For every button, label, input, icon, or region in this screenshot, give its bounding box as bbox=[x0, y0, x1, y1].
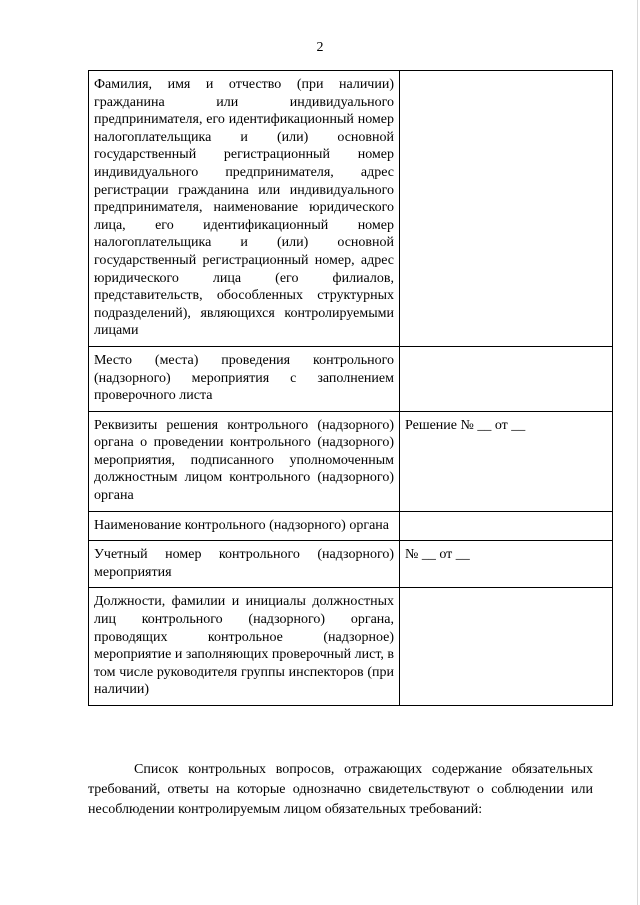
row-value-inspected-entity bbox=[400, 71, 613, 347]
row-value-decision-details: Решение № __ от __ bbox=[400, 411, 613, 511]
row-label-decision-details: Реквизиты решения контрольного (надзорного) органа о проведении контрольного (надзорного) мероприятия, подписанного уполномоченным должностным лицом контрольного (надзорного) органа bbox=[89, 411, 400, 511]
row-label-authority-name: Наименование контрольного (надзорного) органа bbox=[89, 511, 400, 541]
row-value-inspection-place bbox=[400, 346, 613, 411]
table-row bbox=[89, 541, 613, 588]
row-label-inspected-entity: Фамилия, имя и отчество (при наличии) гражданина или индивидуального предпринимателя, его идентификационный номер налогоплательщика и (или) основной государственный регистрационный номер индивидуального предпринимателя, адрес регистрации гражданина или индивидуального предпринимателя, наименование юридического лица, его идентификационный номер налогоплательщика и (или) основной государственный регистрационный номер, адрес юридического лица (его филиалов, представительств, обособленных структурных подразделений), являющихся контролируемыми лицами bbox=[89, 71, 400, 347]
row-value-registration-number: № __ от __ bbox=[400, 541, 613, 588]
table-row bbox=[89, 588, 613, 706]
table-row bbox=[89, 71, 613, 347]
table-row bbox=[89, 511, 613, 541]
page-number: 2 bbox=[316, 40, 324, 55]
table-row bbox=[89, 346, 613, 411]
table-row bbox=[89, 411, 613, 511]
inspection-details-table bbox=[88, 70, 613, 706]
row-value-authority-name bbox=[400, 511, 613, 541]
row-label-inspectors: Должности, фамилии и инициалы должностных лиц контрольного (надзорного) органа, проводящих контрольное (надзорное) мероприятие и заполняющих проверочный лист, в том числе руководителя группы инспекторов (при наличии) bbox=[89, 588, 400, 706]
scan-edge-line bbox=[637, 0, 638, 905]
checklist-intro-paragraph: Список контрольных вопросов, отражающих содержание обязательных требований, ответы на которые однозначно свидетельствуют о соблюдении или несоблюдении контролируемым лицом обязательных требований: bbox=[88, 762, 593, 817]
row-value-inspectors bbox=[400, 588, 613, 706]
row-label-registration-number: Учетный номер контрольного (надзорного) мероприятия bbox=[89, 541, 400, 588]
row-label-inspection-place: Место (места) проведения контрольного (надзорного) мероприятия с заполнением проверочного листа bbox=[89, 346, 400, 411]
